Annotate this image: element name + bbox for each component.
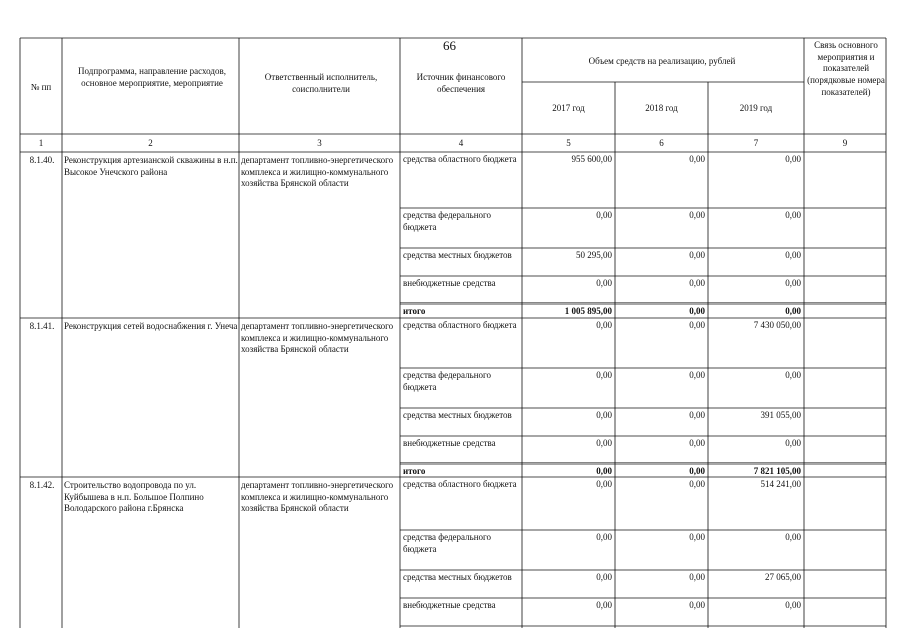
header-executor: Ответственный исполнитель, соисполнители [264, 72, 378, 94]
value-2018: 0,00 [689, 306, 705, 316]
header-2018: 2018 год [645, 103, 678, 113]
value-2018: 0,00 [689, 466, 705, 476]
value-2017: 1 005 895,00 [564, 306, 612, 316]
value-2017: 0,00 [596, 438, 612, 448]
col-number: 7 [753, 138, 759, 148]
value-2018: 0,00 [689, 250, 705, 260]
value-2017: 0,00 [596, 532, 612, 542]
value-2019: 0,00 [785, 370, 801, 380]
value-2017: 0,00 [596, 410, 612, 420]
row-number: 8.1.42. [29, 480, 55, 490]
measure-name: Реконструкция артезианской скважины в н.п. Высокое Унечского района [64, 155, 238, 177]
funding-source: внебюджетные средства [403, 438, 496, 448]
value-2019: 7 430 050,00 [753, 320, 801, 330]
funding-source: итого [403, 466, 426, 476]
measure-name: Реконструкция сетей водоснабжения г. Унеча [64, 321, 238, 331]
value-2019: 0,00 [785, 532, 801, 542]
value-2019: 0,00 [785, 600, 801, 610]
value-2017: 50 295,00 [576, 250, 612, 260]
value-2017: 0,00 [596, 572, 612, 582]
value-2017: 0,00 [596, 370, 612, 380]
value-2019: 0,00 [785, 278, 801, 288]
value-2019: 0,00 [785, 154, 801, 164]
header-source: Источник финансового обеспечения [416, 72, 506, 94]
header-no: № пп [30, 82, 52, 92]
value-2017: 0,00 [596, 210, 612, 220]
value-2019: 514 241,00 [760, 479, 801, 489]
value-2018: 0,00 [689, 600, 705, 610]
header-2017: 2017 год [552, 103, 585, 113]
value-2019: 27 065,00 [765, 572, 801, 582]
col-number: 2 [148, 138, 153, 148]
funding-source: внебюджетные средства [403, 278, 496, 288]
funding-source: средства местных бюджетов [403, 250, 512, 260]
value-2019: 0,00 [785, 438, 801, 448]
executor-name: департамент топливно-энергетического комплекса и жилищно-коммунального хозяйства Брянской области [241, 155, 394, 189]
page-number: 66 [443, 38, 456, 53]
value-2018: 0,00 [689, 410, 705, 420]
value-2018: 0,00 [689, 438, 705, 448]
value-2018: 0,00 [689, 479, 705, 489]
funding-source: средства местных бюджетов [403, 410, 512, 420]
row-number: 8.1.40. [29, 155, 55, 165]
value-2017: 0,00 [596, 278, 612, 288]
col-number: 1 [38, 138, 44, 148]
value-2017: 0,00 [596, 466, 612, 476]
funding-source: средства областного бюджета [403, 320, 517, 330]
value-2017: 0,00 [596, 479, 612, 489]
funding-source: средства областного бюджета [403, 154, 517, 164]
header-2019: 2019 год [739, 103, 773, 113]
funding-source: внебюджетные средства [403, 600, 496, 610]
funding-source: средства федерального бюджета [403, 210, 491, 232]
measure-name: Строительство водопровода по ул. Куйбышева в н.п. Большое Полпино Володарского района г.Брянска [64, 480, 204, 514]
value-2017: 0,00 [596, 600, 612, 610]
col-number: 3 [317, 138, 322, 148]
value-2018: 0,00 [689, 572, 705, 582]
value-2019: 0,00 [785, 306, 801, 316]
header-link: Связь основного мероприятия и показателей (порядковые номера показателей) [807, 40, 885, 97]
value-2019: 7 821 105,00 [753, 466, 801, 476]
col-number: 6 [659, 138, 664, 148]
value-2018: 0,00 [689, 154, 705, 164]
row-number: 8.1.41. [29, 321, 55, 331]
funding-source: средства областного бюджета [403, 479, 517, 489]
value-2019: 391 055,00 [760, 410, 801, 420]
col-number: 9 [842, 138, 848, 148]
funding-source: итого [403, 306, 426, 316]
header-volume: Объем средств на реализацию, рублей [588, 56, 736, 66]
value-2018: 0,00 [689, 210, 705, 220]
executor-name: департамент топливно-энергетического комплекса и жилищно-коммунального хозяйства Брянской области [241, 321, 394, 355]
value-2017: 0,00 [596, 320, 612, 330]
funding-source: средства федерального бюджета [403, 370, 491, 392]
value-2018: 0,00 [689, 320, 705, 330]
funding-source: средства местных бюджетов [403, 572, 512, 582]
value-2018: 0,00 [689, 278, 705, 288]
value-2018: 0,00 [689, 370, 705, 380]
value-2018: 0,00 [689, 532, 705, 542]
value-2017: 955 600,00 [571, 154, 612, 164]
header-subprogram: Подпрограмма, направление расходов, основное мероприятие, мероприятие [78, 66, 226, 88]
value-2019: 0,00 [785, 250, 801, 260]
value-2019: 0,00 [785, 210, 801, 220]
funding-source: средства федерального бюджета [403, 532, 491, 554]
executor-name: департамент топливно-энергетического комплекса и жилищно-коммунального хозяйства Брянской области [241, 480, 394, 514]
col-number: 4 [458, 138, 464, 148]
col-number: 5 [566, 138, 571, 148]
